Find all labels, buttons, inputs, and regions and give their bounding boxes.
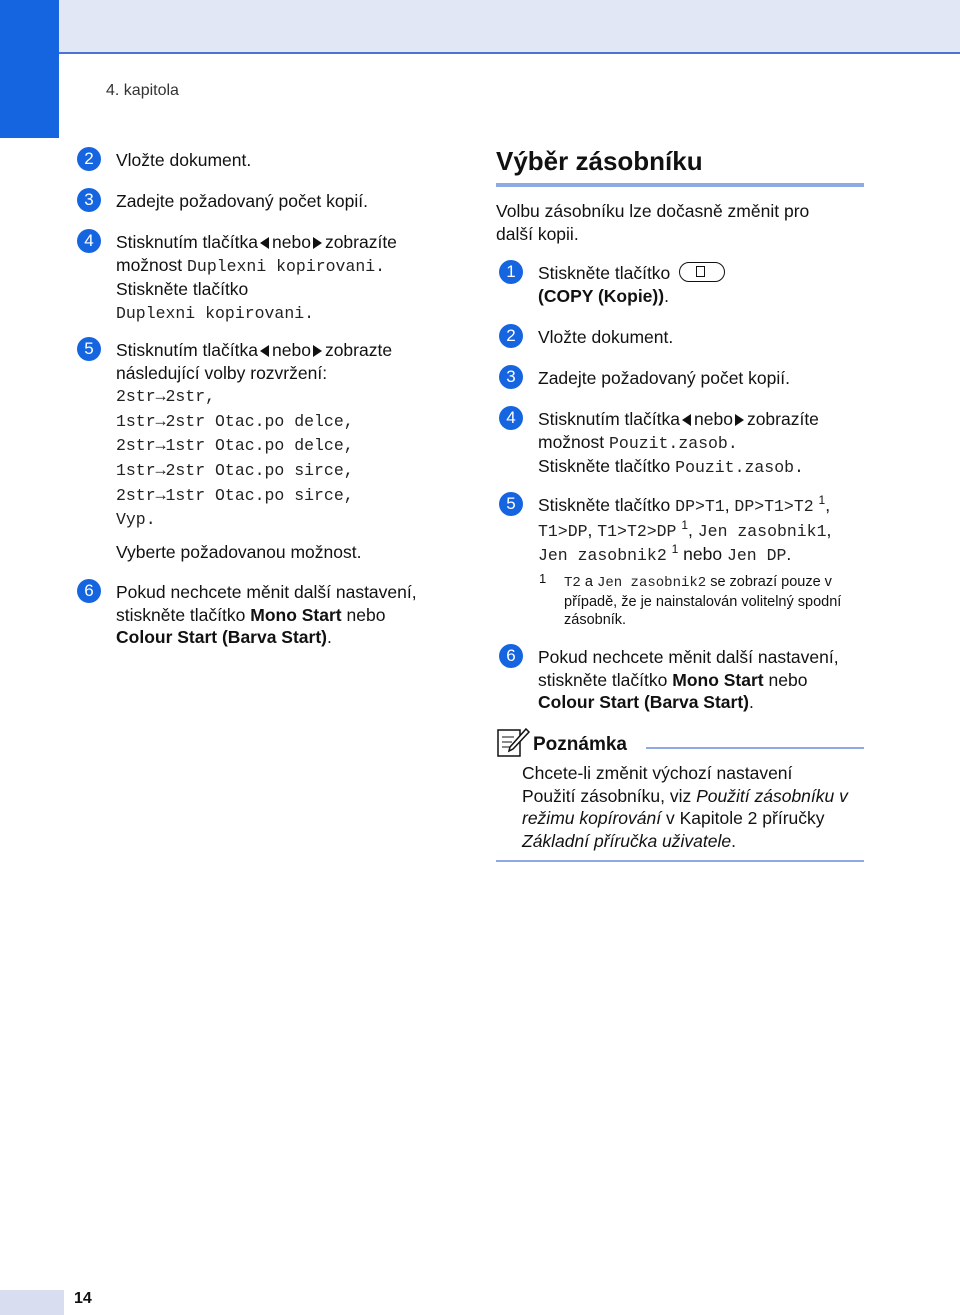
lcd-option: T2 bbox=[564, 575, 581, 591]
lcd-option: Jen zasobnik2 bbox=[538, 546, 667, 566]
button-name: Colour Start (Barva Start) bbox=[116, 627, 328, 648]
header-band bbox=[59, 0, 960, 54]
copy-button-icon bbox=[679, 262, 725, 282]
lcd-option: 1str→2str Otac.po delce, bbox=[116, 411, 354, 431]
step-text bbox=[538, 262, 868, 307]
step-number: 5 bbox=[499, 492, 523, 516]
note-pencil-icon bbox=[497, 727, 531, 759]
lcd-option: DP>T1 bbox=[675, 497, 725, 516]
step-text: Vložte dokument. bbox=[116, 150, 252, 170]
section-title: Výběr zásobníku bbox=[496, 146, 703, 176]
button-name: Colour Start (Barva Start) bbox=[538, 692, 750, 713]
note-bottom-rule bbox=[496, 860, 864, 862]
lcd-option: Duplexni kopirovani. bbox=[116, 303, 315, 323]
step-text bbox=[116, 581, 476, 649]
text: Stiskněte tlačítko bbox=[116, 279, 249, 300]
lcd-option: Duplexni kopirovani. bbox=[187, 256, 386, 276]
text: Stisknutím tlačítka bbox=[116, 340, 258, 360]
lcd-option: T1>T2>DP bbox=[597, 521, 677, 541]
lcd-option: Jen zasobnik2 bbox=[596, 575, 707, 591]
lcd-option: Vyp. bbox=[116, 510, 156, 530]
text: následující volby rozvržení: bbox=[116, 362, 328, 383]
text: . bbox=[327, 627, 332, 648]
left-arrow-icon bbox=[260, 237, 269, 249]
text: Volbu zásobníku lze dočasně změnit pro bbox=[496, 201, 810, 221]
text: Pokud nechcete měnit další nastavení, bbox=[116, 582, 417, 602]
lcd-option: 2str→1str Otac.po sirce, bbox=[116, 485, 354, 505]
step-number: 6 bbox=[499, 644, 523, 668]
right-arrow-icon bbox=[313, 237, 322, 249]
chapter-color-block bbox=[0, 0, 59, 138]
text: nebo bbox=[346, 604, 386, 625]
footnote-ref: 1 bbox=[681, 517, 689, 532]
step-text bbox=[116, 231, 476, 325]
left-step-5-final: Vyberte požadovanou možnost. bbox=[116, 542, 362, 562]
text: Stiskněte tlačítko bbox=[538, 456, 671, 477]
text: Použití zásobníku, viz bbox=[522, 785, 692, 806]
text: případě, že je nainstalován volitelný spodní bbox=[564, 593, 842, 610]
text: stiskněte tlačítko bbox=[538, 669, 668, 690]
text: Pokud nechcete měnit další nastavení, bbox=[538, 647, 839, 667]
step-text: Zadejte požadovaný počet kopií. bbox=[116, 191, 368, 211]
text: se zobrazí pouze v bbox=[710, 574, 832, 590]
footnote bbox=[564, 573, 874, 630]
text: Stisknutím tlačítka bbox=[538, 409, 680, 429]
lcd-option: Pouzit.zasob. bbox=[675, 458, 804, 478]
text: Chcete-li změnit výchozí nastavení bbox=[522, 763, 793, 783]
step-number: 5 bbox=[77, 337, 101, 361]
footnote-number: 1 bbox=[539, 571, 547, 586]
text: nebo bbox=[694, 409, 733, 429]
lcd-option: 2str→1str Otac.po delce, bbox=[116, 436, 354, 456]
reference-link-text: Použití zásobníku v bbox=[696, 785, 848, 806]
step-number: 3 bbox=[77, 188, 101, 212]
text: nebo bbox=[272, 232, 311, 252]
step-number: 4 bbox=[77, 229, 101, 253]
footnote-ref: 1 bbox=[818, 493, 826, 508]
text: možnost bbox=[116, 254, 183, 275]
step-text: Zadejte požadovaný počet kopií. bbox=[538, 368, 790, 388]
text: Stiskněte tlačítko bbox=[538, 495, 671, 515]
text: a bbox=[584, 574, 593, 590]
text: Stisknutím tlačítka bbox=[116, 232, 258, 252]
text: zobrazte bbox=[324, 340, 393, 360]
left-arrow-icon bbox=[682, 414, 691, 426]
reference-link-text: režimu kopírování bbox=[522, 808, 662, 829]
section-intro bbox=[496, 200, 866, 245]
lcd-option: DP>T1>T2 bbox=[734, 497, 814, 516]
button-name: Mono Start bbox=[250, 604, 342, 625]
text: nebo bbox=[683, 544, 723, 565]
text: . bbox=[749, 692, 754, 713]
text: v Kapitole 2 příručky bbox=[665, 808, 825, 829]
step-text: Vložte dokument. bbox=[538, 327, 674, 347]
text: možnost bbox=[538, 431, 605, 452]
step-number: 2 bbox=[499, 324, 523, 348]
right-arrow-icon bbox=[313, 345, 322, 357]
reference-link-text: Základní příručka uživatele bbox=[522, 830, 732, 851]
page-number-band bbox=[0, 1290, 64, 1315]
text: zobrazíte bbox=[324, 232, 397, 252]
text: další kopii. bbox=[496, 223, 579, 244]
lcd-option: T1>DP bbox=[538, 521, 588, 541]
step-number: 3 bbox=[499, 365, 523, 389]
step-number: 2 bbox=[77, 147, 101, 171]
lcd-option: Pouzit.zasob. bbox=[609, 433, 738, 453]
step-number: 6 bbox=[77, 579, 101, 603]
text: zásobník. bbox=[564, 612, 627, 628]
left-arrow-icon bbox=[260, 345, 269, 357]
step-text bbox=[538, 408, 878, 480]
step-text: Stiskněte tlačítko DP>T1, DP>T1>T2 $^1$, T1>DP, T1>T2>DP $^1$, Jen zasobnik1, Jen zasobnik2 $^1$ nebo Jen DP. bbox=[538, 493, 832, 566]
button-name: (COPY (Kopie)) bbox=[538, 285, 665, 306]
lcd-option: 2str→2str, bbox=[116, 387, 216, 407]
text: stiskněte tlačítko bbox=[116, 604, 246, 625]
right-arrow-icon bbox=[735, 414, 744, 426]
lcd-option: 1str→2str Otac.po sirce, bbox=[116, 460, 354, 480]
text: nebo bbox=[272, 340, 311, 360]
note-title: Poznámka bbox=[533, 734, 627, 755]
text: . bbox=[731, 830, 737, 851]
note-text bbox=[522, 762, 867, 852]
step-text bbox=[538, 646, 878, 714]
footnote-ref: 1 bbox=[671, 542, 679, 557]
chapter-label: 4. kapitola bbox=[106, 82, 179, 99]
lcd-option: Jen zasobnik1 bbox=[697, 521, 827, 541]
text: . bbox=[664, 285, 669, 306]
step-number: 1 bbox=[499, 260, 523, 284]
page-number: 14 bbox=[74, 1290, 92, 1307]
section-rule bbox=[496, 183, 864, 187]
text: nebo bbox=[768, 669, 808, 690]
lcd-option: Jen DP bbox=[726, 546, 787, 566]
text: Stiskněte tlačítko bbox=[538, 263, 671, 283]
step-number: 4 bbox=[499, 406, 523, 430]
text: zobrazíte bbox=[746, 409, 819, 429]
button-name: Mono Start bbox=[672, 669, 764, 690]
note-rule bbox=[646, 747, 864, 749]
step-text bbox=[116, 339, 476, 532]
